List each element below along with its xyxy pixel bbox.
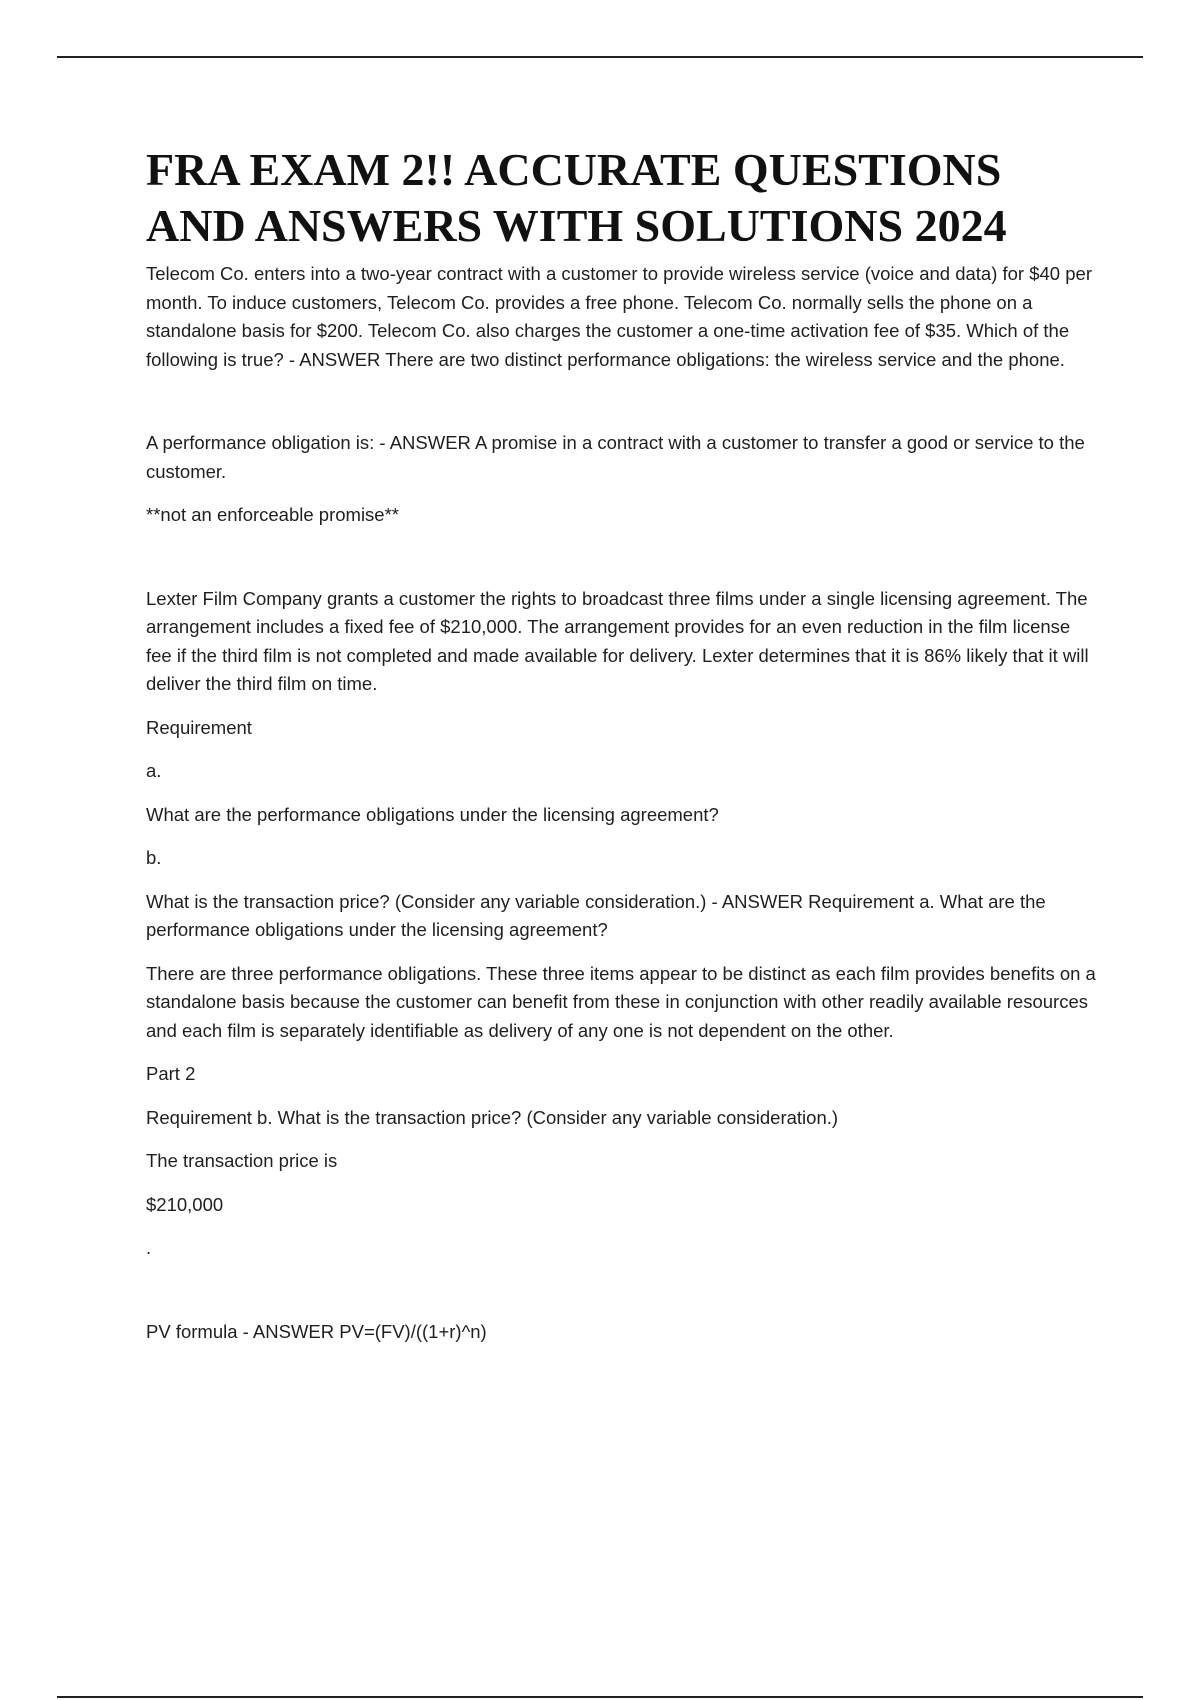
paragraph-requirement-b: Requirement b. What is the transaction price? (Consider any variable consideration.) [146, 1106, 839, 1128]
paragraph-period: . [146, 1237, 152, 1258]
document-page [146, 142, 1096, 1346]
paragraph-question-a: What are the performance obligations under the licensing agreement? [146, 803, 719, 825]
paragraph-item-b: b. [146, 847, 162, 868]
title-line-1: FRA EXAM 2!! ACCURATE QUESTIONS [146, 144, 1002, 195]
top-rule [57, 56, 1143, 58]
paragraph-telecom-question: Telecom Co. enters into a two-year contract with a customer to provide wireless service (voice and data) for $40 per month. To induce customers, Telecom Co. provides a free phone. Telecom Co. normally sells the phone on a standalone basis for $200. Telecom Co. also charges the customer a one-time activation fee of $35. Which of the following is true? - ANSWER There are two distinct performance obligations: the wireless service and the phone. [146, 263, 1092, 370]
paragraph-part-2: Part 2 [146, 1063, 196, 1084]
paragraph-requirement: Requirement [146, 716, 252, 738]
paragraph-pv-formula: PV formula - ANSWER PV=(FV)/((1+r)^n) [146, 1320, 487, 1342]
paragraph-transaction-price-label: The transaction price is [146, 1150, 338, 1171]
paragraph-not-enforceable: **not an enforceable promise** [146, 504, 399, 525]
paragraph-item-a: a. [146, 760, 162, 781]
paragraph-lexter-question: Lexter Film Company grants a customer the rights to broadcast three films under a single licensing agreement. The arrangement includes a fixed fee of $210,000. The arrangement provides for an even reduction in the film license fee if the third film is not completed and made available for delivery. Lexter determines that it is 86% likely that it will deliver the third film on time. [146, 587, 1089, 694]
paragraph-three-obligations: There are three performance obligations. These three items appear to be distinct as each film provides benefits on a standalone basis because the customer can benefit from these in conjunction with other readily available resources and each film is separately identifiable as delivery of any one is not dependent on the other. [146, 962, 1096, 1041]
bottom-rule [57, 1696, 1143, 1698]
document-title [146, 142, 1096, 254]
paragraph-performance-obligation: A performance obligation is: - ANSWER A promise in a contract with a customer to transfer a good or service to the customer. [146, 432, 1085, 482]
paragraph-transaction-price-value: $210,000 [146, 1193, 224, 1215]
paragraph-question-b-answer: What is the transaction price? (Consider any variable consideration.) - ANSWER Requirement a. What are the performance obligations under the licensing agreement? [146, 890, 1046, 940]
title-line-2: AND ANSWERS WITH SOLUTIONS 2024 [146, 200, 1007, 251]
